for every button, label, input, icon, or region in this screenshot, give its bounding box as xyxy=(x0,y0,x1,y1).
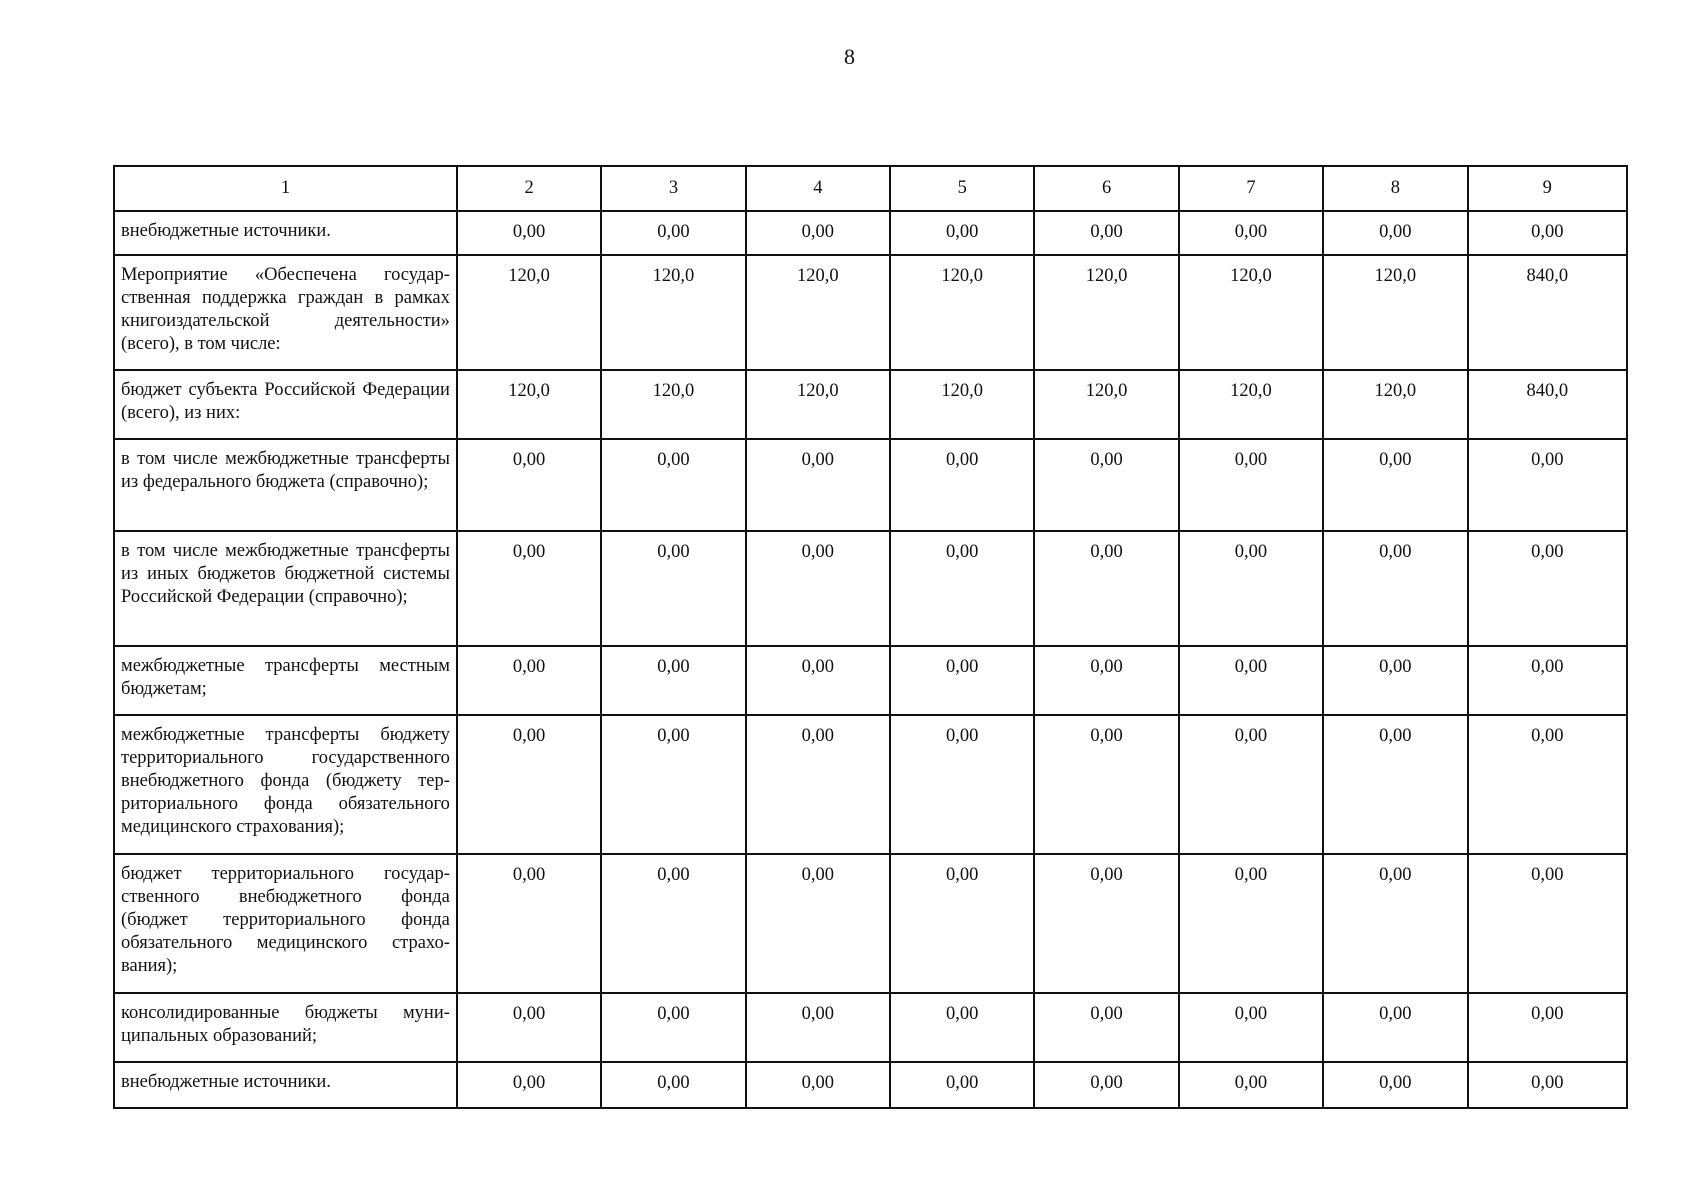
row-label: Мероприятие «Обеспечена государственная поддержка граждан в рамках книгоиздательской деятельности» (всего), в том числе: xyxy=(114,255,457,370)
column-header: 4 xyxy=(746,166,890,211)
table-row xyxy=(114,993,1627,1062)
row-label: консолидированные бюджеты муниципальных образований; xyxy=(114,993,457,1062)
table-cell: 0,00 xyxy=(1468,993,1627,1062)
row-label: внебюджетные источники. xyxy=(114,211,457,255)
table-cell: 0,00 xyxy=(1323,715,1467,854)
table-cell: 120,0 xyxy=(601,370,745,439)
table-row xyxy=(114,211,1627,255)
table-cell: 0,00 xyxy=(890,993,1034,1062)
table-cell: 120,0 xyxy=(890,370,1034,439)
table-cell: 120,0 xyxy=(746,370,890,439)
table-cell: 120,0 xyxy=(457,255,601,370)
column-header: 8 xyxy=(1323,166,1467,211)
table-cell: 0,00 xyxy=(1323,211,1467,255)
table-cell: 0,00 xyxy=(1179,211,1323,255)
row-label: бюджет территориального государственного внебюджетного фонда (бюджет территориального фонда обязательного медицинского страхования); xyxy=(114,854,457,993)
table-cell: 0,00 xyxy=(457,854,601,993)
table-cell: 0,00 xyxy=(1034,854,1178,993)
table-cell: 0,00 xyxy=(1468,854,1627,993)
table-cell: 0,00 xyxy=(1034,211,1178,255)
table-cell: 0,00 xyxy=(601,211,745,255)
column-header: 5 xyxy=(890,166,1034,211)
table-cell: 120,0 xyxy=(1179,255,1323,370)
table-cell: 0,00 xyxy=(1034,531,1178,646)
table-cell: 0,00 xyxy=(1323,531,1467,646)
table-cell: 0,00 xyxy=(746,1062,890,1108)
row-label: бюджет субъекта Российской Федерации (всего), из них: xyxy=(114,370,457,439)
table-cell: 0,00 xyxy=(457,646,601,715)
table-cell: 840,0 xyxy=(1468,370,1627,439)
column-header: 7 xyxy=(1179,166,1323,211)
table-cell: 0,00 xyxy=(1468,1062,1627,1108)
table-cell: 0,00 xyxy=(890,439,1034,531)
table-cell: 0,00 xyxy=(1179,715,1323,854)
table-cell: 0,00 xyxy=(746,439,890,531)
table-cell: 0,00 xyxy=(1468,439,1627,531)
table-cell: 0,00 xyxy=(601,531,745,646)
table-cell: 0,00 xyxy=(1179,854,1323,993)
table-cell: 0,00 xyxy=(1468,211,1627,255)
table-body xyxy=(114,211,1627,1108)
table-cell: 120,0 xyxy=(601,255,745,370)
table-cell: 120,0 xyxy=(1034,370,1178,439)
table-cell: 0,00 xyxy=(1323,854,1467,993)
table-cell: 0,00 xyxy=(1179,993,1323,1062)
table-cell: 0,00 xyxy=(746,993,890,1062)
table-cell: 0,00 xyxy=(601,646,745,715)
row-label: внебюджетные источники. xyxy=(114,1062,457,1108)
table-row xyxy=(114,646,1627,715)
column-header: 6 xyxy=(1034,166,1178,211)
table-cell: 0,00 xyxy=(746,715,890,854)
table-cell: 0,00 xyxy=(1179,1062,1323,1108)
table-cell: 0,00 xyxy=(457,211,601,255)
table-cell: 0,00 xyxy=(1323,439,1467,531)
table-cell: 0,00 xyxy=(1323,646,1467,715)
table-cell: 0,00 xyxy=(890,715,1034,854)
table-cell: 0,00 xyxy=(1034,1062,1178,1108)
table-cell: 0,00 xyxy=(457,993,601,1062)
table-cell: 0,00 xyxy=(1179,439,1323,531)
table-cell: 0,00 xyxy=(601,854,745,993)
page-number: 8 xyxy=(844,44,855,69)
table-cell: 0,00 xyxy=(890,531,1034,646)
table-cell: 0,00 xyxy=(601,993,745,1062)
column-header: 3 xyxy=(601,166,745,211)
table-cell: 120,0 xyxy=(1179,370,1323,439)
header-row xyxy=(114,166,1627,211)
table-cell: 0,00 xyxy=(1468,715,1627,854)
table-cell: 0,00 xyxy=(890,854,1034,993)
table-cell: 0,00 xyxy=(1034,715,1178,854)
table-cell: 0,00 xyxy=(457,531,601,646)
table-cell: 0,00 xyxy=(746,854,890,993)
table-cell: 0,00 xyxy=(1468,646,1627,715)
table-cell: 0,00 xyxy=(1179,646,1323,715)
table-cell: 0,00 xyxy=(601,715,745,854)
row-label: в том числе межбюджетные трансферты из федерального бюджета (справочно); xyxy=(114,439,457,531)
table-cell: 840,0 xyxy=(1468,255,1627,370)
table-cell: 0,00 xyxy=(457,439,601,531)
budget-table xyxy=(113,165,1628,1109)
table-cell: 0,00 xyxy=(601,1062,745,1108)
table-cell: 0,00 xyxy=(1034,646,1178,715)
column-header: 2 xyxy=(457,166,601,211)
table-cell: 0,00 xyxy=(1323,1062,1467,1108)
table-cell: 0,00 xyxy=(1468,531,1627,646)
row-label: межбюджетные трансферты местным бюджетам; xyxy=(114,646,457,715)
table-cell: 0,00 xyxy=(1179,531,1323,646)
table-cell: 0,00 xyxy=(1034,993,1178,1062)
table-cell: 120,0 xyxy=(1323,255,1467,370)
table-cell: 0,00 xyxy=(1323,993,1467,1062)
table-cell: 0,00 xyxy=(746,646,890,715)
table-header xyxy=(114,166,1627,211)
table-cell: 120,0 xyxy=(457,370,601,439)
table-cell: 0,00 xyxy=(890,646,1034,715)
row-label: в том числе межбюджетные трансферты из иных бюджетов бюджетной системы Российской Федерации (справочно); xyxy=(114,531,457,646)
table-cell: 120,0 xyxy=(746,255,890,370)
table-cell: 0,00 xyxy=(746,211,890,255)
table-cell: 120,0 xyxy=(1323,370,1467,439)
table-row xyxy=(114,854,1627,993)
table-cell: 0,00 xyxy=(1034,439,1178,531)
table-cell: 0,00 xyxy=(601,439,745,531)
table-row xyxy=(114,370,1627,439)
table-cell: 120,0 xyxy=(1034,255,1178,370)
table-row xyxy=(114,439,1627,531)
table-cell: 0,00 xyxy=(746,531,890,646)
table-cell: 0,00 xyxy=(457,1062,601,1108)
table-cell: 0,00 xyxy=(457,715,601,854)
column-header: 9 xyxy=(1468,166,1627,211)
table-row xyxy=(114,1062,1627,1108)
table-cell: 0,00 xyxy=(890,211,1034,255)
table-cell: 0,00 xyxy=(890,1062,1034,1108)
row-label: межбюджетные трансферты бюджету территориального государственного внебюджетного фонда (бюджету территориального фонда обязательного медицинского страхования); xyxy=(114,715,457,854)
table-row xyxy=(114,255,1627,370)
column-header: 1 xyxy=(114,166,457,211)
table-cell: 120,0 xyxy=(890,255,1034,370)
table-row xyxy=(114,715,1627,854)
table-row xyxy=(114,531,1627,646)
